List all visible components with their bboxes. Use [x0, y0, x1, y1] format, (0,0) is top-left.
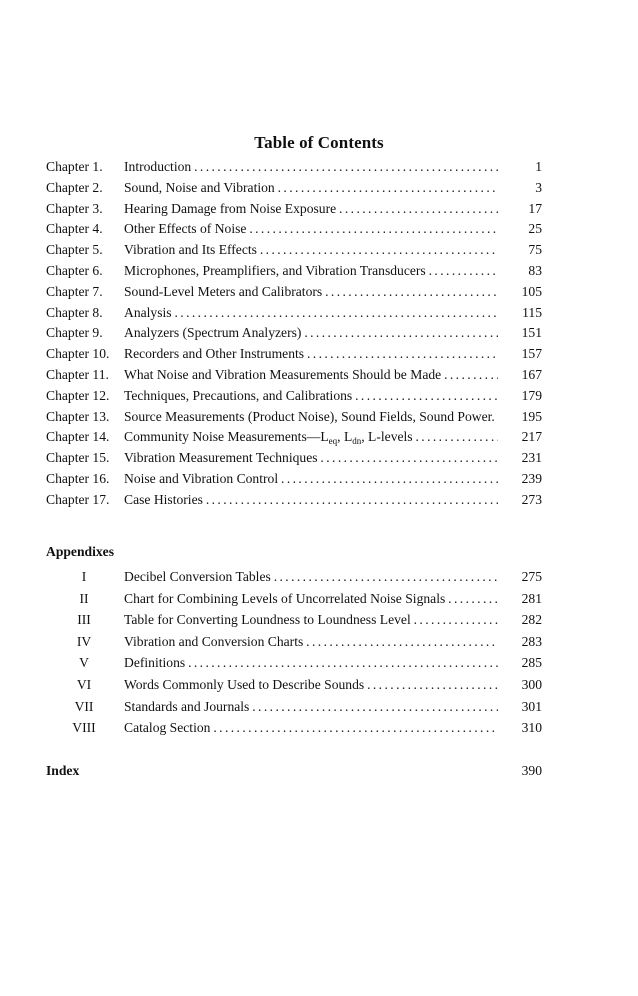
- chapter-label: Chapter 7.: [46, 283, 103, 299]
- chapter-title: Recorders and Other Instruments . . .: [124, 344, 498, 364]
- appendix-row: [46, 589, 542, 609]
- chapter-label: Chapter 3.: [46, 200, 103, 216]
- appendix-title: Definitions . . .: [124, 653, 498, 673]
- chapter-label: Chapter 16.: [46, 471, 110, 486]
- appendix-row: [46, 610, 542, 630]
- title-segment: , L-levels: [361, 429, 413, 445]
- page-number: 17: [502, 199, 542, 219]
- page-number: 195: [502, 407, 542, 427]
- page-number: 3: [502, 178, 542, 198]
- page-number: 310: [502, 718, 542, 738]
- chapter-title: Vibration Measurement Techniques . . .: [124, 448, 498, 468]
- chapter-title: What Noise and Vibration Measurements Should be Made . . .: [124, 365, 498, 385]
- page-number: 157: [502, 344, 542, 364]
- appendix-numeral: VI: [76, 677, 92, 692]
- page-number: 301: [502, 697, 542, 717]
- page-number: 282: [502, 610, 542, 630]
- chapter-row: [46, 199, 542, 219]
- chapter-title: [124, 427, 498, 447]
- page-number: 283: [502, 632, 542, 652]
- appendix-title: Words Commonly Used to Describe Sounds . . .: [124, 675, 498, 695]
- appendix-numeral: VIII: [72, 720, 96, 736]
- chapter-title: Other Effects of Noise . . .: [124, 219, 498, 239]
- page-number: 151: [502, 323, 542, 343]
- chapter-label: Chapter 15.: [46, 450, 110, 466]
- chapter-title: Techniques, Precautions, and Calibrations . . .: [124, 386, 498, 406]
- title-segment: , L: [337, 429, 353, 445]
- page-number: 83: [502, 261, 542, 281]
- page-title: Table of Contents: [254, 133, 384, 152]
- page-number: 179: [502, 386, 542, 406]
- appendixes-heading: Appendixes: [46, 544, 114, 559]
- page-number: 281: [502, 589, 542, 609]
- page-number: 217: [502, 427, 542, 447]
- chapter-row: [46, 407, 542, 427]
- page-number: 1: [502, 157, 542, 177]
- chapter-row: [46, 219, 542, 239]
- chapter-label: Chapter 17.: [46, 491, 110, 507]
- appendix-title: Catalog Section . . .: [124, 718, 498, 738]
- chapter-row: [46, 427, 542, 447]
- chapter-title: Microphones, Preamplifiers, and Vibration Transducers . . .: [124, 261, 498, 281]
- appendix-numeral: VII: [74, 698, 94, 714]
- chapter-label: Chapter 8.: [46, 304, 103, 320]
- chapter-row: [46, 365, 542, 385]
- index-label: Index: [46, 763, 80, 778]
- chapter-title: Analyzers (Spectrum Analyzers) . . .: [124, 323, 498, 343]
- subscript-text: dn: [352, 436, 362, 447]
- appendix-title: Table for Converting Loundness to Loundness Level . . .: [124, 610, 498, 630]
- chapter-title: Source Measurements (Product Noise), Sound Fields, Sound Power. . . .: [124, 407, 498, 427]
- appendix-row: [46, 632, 542, 652]
- chapter-label: Chapter 1.: [46, 159, 103, 174]
- page-number: 275: [502, 567, 542, 587]
- chapter-row: [46, 178, 542, 198]
- appendix-title: Chart for Combining Levels of Uncorrelated Noise Signals . . .: [124, 589, 498, 609]
- chapter-label: Chapter 2.: [46, 179, 103, 195]
- appendix-row: [46, 653, 542, 673]
- appendix-row: [46, 567, 542, 587]
- chapter-title: Sound, Noise and Vibration . . .: [124, 178, 498, 198]
- chapter-label: Chapter 12.: [46, 387, 110, 403]
- chapter-row: [46, 303, 542, 323]
- appendix-numeral: II: [79, 590, 89, 606]
- chapter-title: Case Histories . . .: [124, 490, 498, 510]
- chapter-row: [46, 469, 542, 489]
- appendix-title: Vibration and Conversion Charts . . .: [124, 632, 498, 652]
- index-page-number: 390: [521, 763, 542, 778]
- page-number: 167: [502, 365, 542, 385]
- chapter-row: [46, 240, 542, 260]
- page-number: 25: [502, 219, 542, 239]
- page-number: 75: [502, 240, 542, 260]
- chapter-row: [46, 448, 542, 468]
- page-number: 105: [502, 282, 542, 302]
- appendix-numeral: I: [81, 569, 87, 584]
- page-number: 231: [502, 448, 542, 468]
- chapter-row: [46, 282, 542, 302]
- appendix-row: [46, 718, 542, 738]
- title-segment: Community Noise Measurements—L: [124, 429, 329, 445]
- chapter-title: Vibration and Its Effects . . .: [124, 240, 498, 260]
- chapter-row: [46, 386, 542, 406]
- chapter-label: Chapter 11.: [46, 367, 109, 382]
- page-number: 300: [502, 675, 542, 695]
- page-number: 285: [502, 653, 542, 673]
- chapter-title: Introduction . . .: [124, 157, 498, 177]
- chapter-label: Chapter 6.: [46, 263, 103, 278]
- appendix-numeral: V: [79, 655, 89, 671]
- page-number: 115: [502, 303, 542, 323]
- chapter-row: [46, 490, 542, 510]
- subscript-text: eq: [328, 436, 338, 447]
- chapter-title: Analysis . . .: [124, 303, 498, 323]
- appendix-title: Standards and Journals . . .: [124, 697, 498, 717]
- appendix-row: [46, 675, 542, 695]
- chapter-row: [46, 323, 542, 343]
- appendix-numeral: IV: [76, 633, 92, 649]
- appendix-numeral: III: [77, 612, 91, 628]
- chapter-row: [46, 157, 542, 177]
- chapter-title: Hearing Damage from Noise Exposure . . .: [124, 199, 498, 219]
- chapter-label: Chapter 4.: [46, 221, 103, 237]
- appendix-title: Decibel Conversion Tables . . .: [124, 567, 498, 587]
- page-number: 239: [502, 469, 542, 489]
- chapter-label: Chapter 9.: [46, 325, 103, 341]
- chapter-row: [46, 344, 542, 364]
- chapter-label: Chapter 10.: [46, 346, 110, 362]
- chapter-label: Chapter 13.: [46, 408, 110, 424]
- page-number: 273: [502, 490, 542, 510]
- chapter-title: Sound-Level Meters and Calibrators . . .: [124, 282, 498, 302]
- chapter-row: [46, 261, 542, 281]
- chapter-label: Chapter 14.: [46, 429, 110, 445]
- chapter-label: Chapter 5.: [46, 242, 103, 258]
- appendix-row: [46, 697, 542, 717]
- chapter-title: Noise and Vibration Control . . .: [124, 469, 498, 489]
